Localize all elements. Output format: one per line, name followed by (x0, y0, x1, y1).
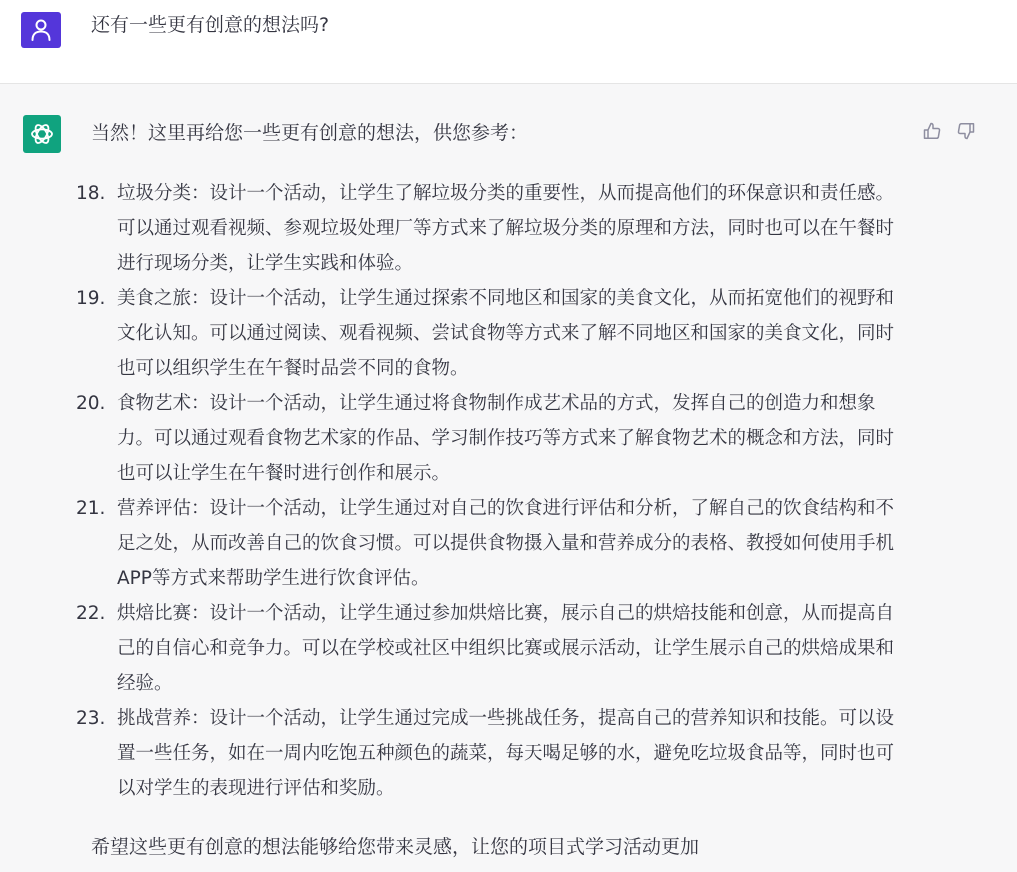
list-item-number: 22. (76, 603, 106, 624)
list-item (76, 701, 906, 806)
list-item-text: 垃圾分类：设计一个活动，让学生了解垃圾分类的重要性，从而提高他们的环保意识和责任感。可以通过观看视频、参观垃圾处理厂等方式来了解垃圾分类的原理和方法，同时也可以在午餐时进行现场分类，让学生实践和体验。 (117, 183, 895, 274)
idea-list (76, 176, 906, 806)
list-item (76, 596, 906, 701)
list-item-number: 19. (76, 288, 106, 309)
chatgpt-logo-icon (28, 120, 56, 148)
list-item-number: 20. (76, 393, 106, 414)
list-item (76, 176, 906, 281)
list-item-text: 挑战营养：设计一个活动，让学生通过完成一些挑战任务，提高自己的营养知识和技能。可以设置一些任务，如在一周内吃饱五种颜色的蔬菜，每天喝足够的水，避免吃垃圾食品等，同时也可以对学生的表现进行评估和奖励。 (117, 708, 895, 799)
assistant-closing-text: 希望这些更有创意的想法能够给您带来灵感，让您的项目式学习活动更加 (91, 836, 700, 858)
thumbs-up-button[interactable] (921, 120, 943, 142)
list-item (76, 491, 906, 596)
list-item (76, 386, 906, 491)
user-icon (30, 18, 52, 42)
assistant-avatar (23, 115, 61, 153)
assistant-message-row (0, 84, 1017, 872)
list-item-number: 18. (76, 183, 106, 204)
user-message-text: 还有一些更有创意的想法吗? (91, 14, 330, 36)
assistant-intro-text: 当然！这里再给您一些更有创意的想法，供您参考： (91, 122, 529, 144)
list-item-text: 营养评估：设计一个活动，让学生通过对自己的饮食进行评估和分析，了解自己的饮食结构和不足之处，从而改善自己的饮食习惯。可以提供食物摄入量和营养成分的表格、教授如何使用手机APP等方式来帮助学生进行饮食评估。 (117, 498, 895, 589)
list-item-number: 23. (76, 708, 106, 729)
thumbs-down-button[interactable] (955, 120, 977, 142)
list-item-text: 美食之旅：设计一个活动，让学生通过探索不同地区和国家的美食文化，从而拓宽他们的视野和文化认知。可以通过阅读、观看视频、尝试食物等方式来了解不同地区和国家的美食文化，同时也可以组织学生在午餐时品尝不同的食物。 (117, 288, 895, 379)
thumbs-up-icon (922, 121, 942, 141)
thumbs-down-icon (956, 121, 976, 141)
list-item-text: 烘焙比赛：设计一个活动，让学生通过参加烘焙比赛，展示自己的烘焙技能和创意，从而提高自己的自信心和竞争力。可以在学校或社区中组织比赛或展示活动，让学生展示自己的烘焙成果和经验。 (117, 603, 895, 694)
user-avatar (21, 12, 61, 48)
list-item-number: 21. (76, 498, 106, 519)
list-item (76, 281, 906, 386)
user-message-row (0, 0, 1017, 84)
list-item-text: 食物艺术：设计一个活动，让学生通过将食物制作成艺术品的方式，发挥自己的创造力和想象力。可以通过观看食物艺术家的作品、学习制作技巧等方式来了解食物艺术的概念和方法，同时也可以让学生在午餐时进行创作和展示。 (117, 393, 895, 484)
